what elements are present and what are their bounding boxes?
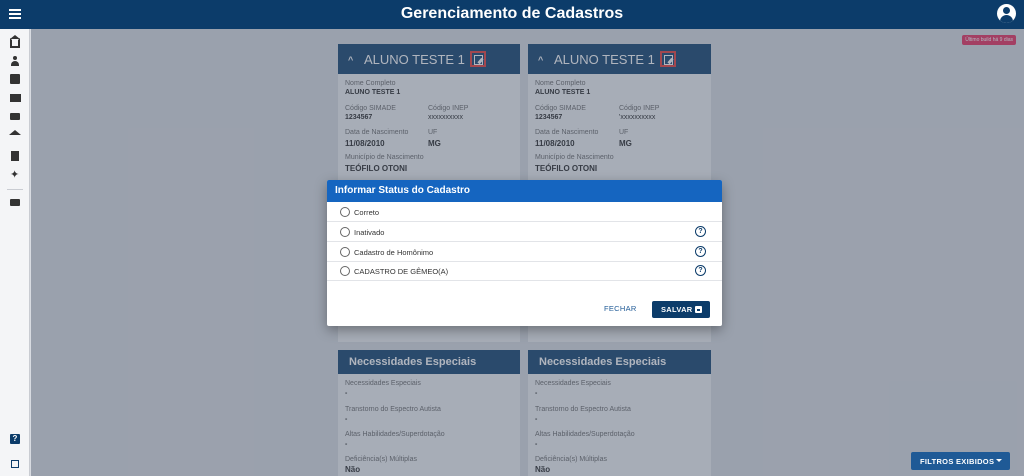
dialog-header xyxy=(327,180,722,202)
field-label: Nome Completo xyxy=(535,80,586,87)
document-icon[interactable] xyxy=(11,151,19,161)
rail-divider xyxy=(7,189,23,190)
field-value: 'xxxxxxxxxx xyxy=(619,114,656,121)
status-option-homonimo[interactable] xyxy=(327,243,722,262)
clipboard-check-icon[interactable] xyxy=(10,74,20,84)
field-label: Necessidades Especiais xyxy=(535,380,611,387)
chevron-up-icon[interactable]: ^ xyxy=(348,55,354,65)
account-circle-icon[interactable] xyxy=(997,4,1016,23)
id-card-icon[interactable] xyxy=(10,113,20,120)
field-label: Data de Nascimento xyxy=(345,129,409,136)
external-link-icon[interactable] xyxy=(11,460,19,468)
field-value: 1234567 xyxy=(345,114,373,121)
field-value: xxxxxxxxxx xyxy=(428,114,463,121)
field-label: Nome Completo xyxy=(345,80,396,87)
field-value: - xyxy=(345,416,348,423)
page-title: Gerenciamento de Cadastros xyxy=(400,5,624,22)
id-card-icon[interactable] xyxy=(10,199,20,206)
field-label: Deficiência(s) Múltiplas xyxy=(345,456,417,463)
field-value: MG xyxy=(619,139,632,148)
field-value: - xyxy=(345,441,348,448)
field-value: - xyxy=(535,416,538,423)
radio-button[interactable] xyxy=(340,266,350,276)
caret-down-icon xyxy=(996,459,1002,462)
field-label: Transtorno do Espectro Autista xyxy=(345,406,441,413)
field-value: 11/08/2010 xyxy=(535,139,575,148)
radio-button[interactable] xyxy=(340,207,350,217)
help-icon[interactable]: ? xyxy=(695,246,706,257)
field-label: Município de Nascimento xyxy=(535,154,614,161)
field-label: Código SIMADE xyxy=(345,105,396,112)
field-value: 1234567 xyxy=(535,114,563,121)
build-status-badge: Último build há 9 dias xyxy=(962,35,1016,45)
field-label: Altas Habilidades/Superdotação xyxy=(345,431,445,438)
status-dialog xyxy=(327,180,722,326)
filters-button-label: FILTROS EXIBIDOS xyxy=(920,457,995,466)
section-title: Necessidades Especiais xyxy=(539,356,667,368)
book-icon[interactable] xyxy=(10,94,21,102)
field-value: MG xyxy=(428,139,441,148)
field-label: Transtorno do Espectro Autista xyxy=(535,406,631,413)
field-value: ALUNO TESTE 1 xyxy=(345,89,401,96)
status-option-gemeo[interactable] xyxy=(327,262,722,281)
option-label: Correto xyxy=(354,208,380,217)
field-label: UF xyxy=(619,129,629,136)
option-label: CADASTRO DE GÊMEO(A) xyxy=(354,267,449,276)
field-label: Código SIMADE xyxy=(535,105,586,112)
field-value: - xyxy=(535,390,538,397)
save-button[interactable] xyxy=(652,301,710,318)
save-button-label: SALVAR xyxy=(661,305,693,314)
help-icon[interactable]: ? xyxy=(695,265,706,276)
field-label: Código INEP xyxy=(619,105,660,112)
field-value: 11/08/2010 xyxy=(345,139,385,148)
help-icon[interactable]: ? xyxy=(10,434,20,444)
person-icon[interactable] xyxy=(10,56,20,66)
field-label: Deficiência(s) Múltiplas xyxy=(535,456,607,463)
save-icon xyxy=(695,306,702,313)
filters-shown-button[interactable] xyxy=(911,452,1010,470)
field-label: Necessidades Especiais xyxy=(345,380,421,387)
field-value: Não xyxy=(345,465,361,474)
field-label: Altas Habilidades/Superdotação xyxy=(535,431,635,438)
home-icon[interactable] xyxy=(10,38,20,48)
sparkle-icon[interactable]: ✦ xyxy=(10,169,20,181)
dialog-title: Informar Status do Cadastro xyxy=(335,185,471,196)
radio-button[interactable] xyxy=(340,227,350,237)
top-app-bar xyxy=(0,0,1024,29)
radio-button[interactable] xyxy=(340,247,350,257)
chevron-up-icon[interactable]: ^ xyxy=(538,55,544,65)
field-label: Data de Nascimento xyxy=(535,129,599,136)
field-value: - xyxy=(535,441,538,448)
field-value: Não xyxy=(535,465,551,474)
help-icon[interactable]: ? xyxy=(695,226,706,237)
student-name-title: ALUNO TESTE 1 xyxy=(364,52,465,67)
option-label: Cadastro de Homônimo xyxy=(354,248,434,257)
close-button[interactable]: FECHAR xyxy=(604,304,637,313)
field-value: ALUNO TESTE 1 xyxy=(535,89,591,96)
option-label: Inativado xyxy=(354,228,385,237)
field-label: UF xyxy=(428,129,438,136)
status-option-correto[interactable] xyxy=(327,203,722,222)
field-label: Município de Nascimento xyxy=(345,154,424,161)
section-title: Necessidades Especiais xyxy=(349,356,477,368)
field-value: TEÓFILO OTONI xyxy=(345,164,408,173)
status-option-inativado[interactable] xyxy=(327,223,722,242)
field-value: - xyxy=(345,390,348,397)
side-navigation-rail xyxy=(0,29,30,476)
graduation-cap-icon[interactable] xyxy=(9,130,21,135)
student-name-title: ALUNO TESTE 1 xyxy=(554,52,655,67)
field-label: Código INEP xyxy=(428,105,469,112)
field-value: TEÓFILO OTONI xyxy=(535,164,598,173)
